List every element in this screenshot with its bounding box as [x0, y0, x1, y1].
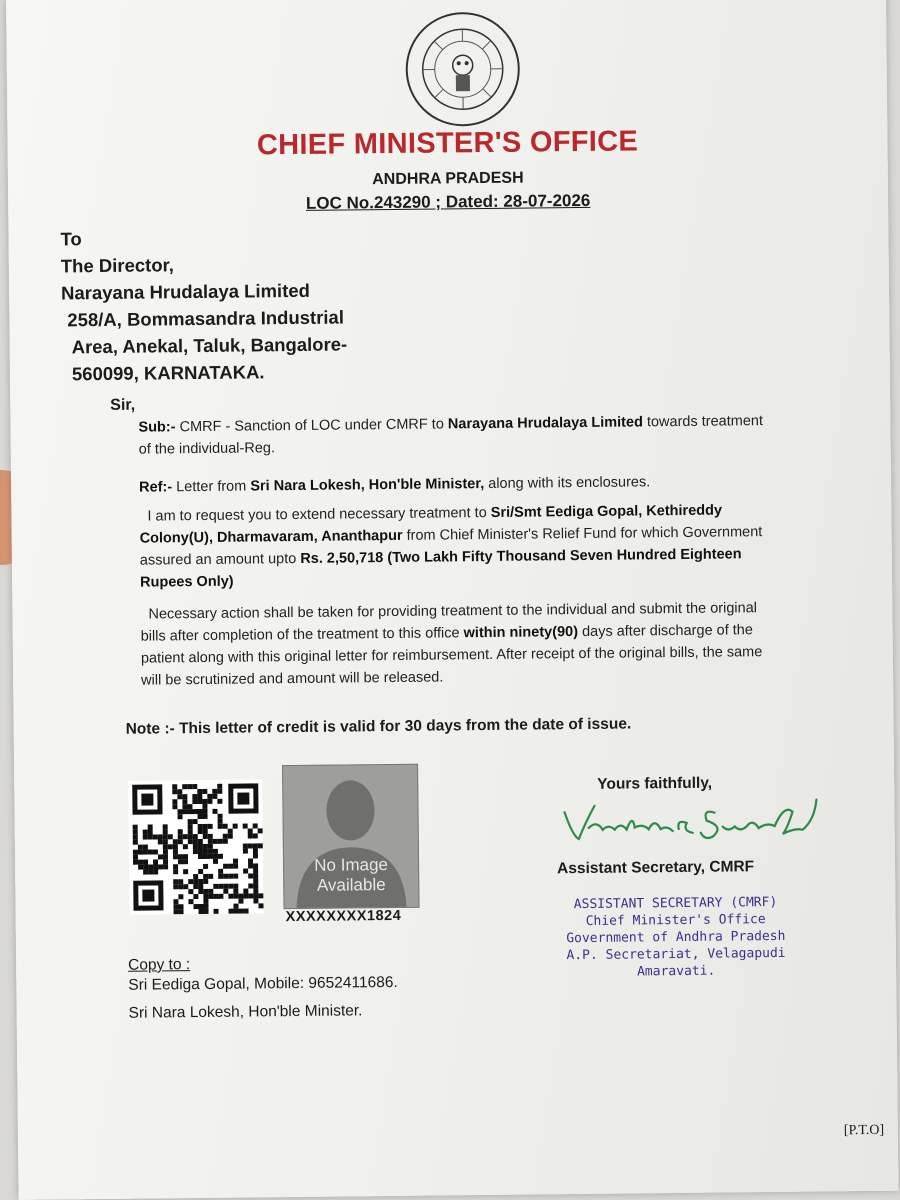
- deadline-text: within ninety(90): [463, 624, 579, 642]
- beneficiary-photo: [282, 764, 420, 909]
- stamp-line: ASSISTANT SECRETARY (CMRF): [573, 894, 778, 913]
- loc-number-date: LOC No.243290 ; Dated: 28-07-2026: [305, 190, 591, 213]
- qr-code-icon: [128, 779, 263, 914]
- ap-state-emblem-icon: [402, 9, 523, 130]
- address-line: 258/A, Bommasandra Industrial: [67, 306, 345, 331]
- masked-id-number: XXXXXXXX1824: [285, 907, 402, 926]
- stamp-line: A.P. Secretariat, Velagapudi: [566, 945, 786, 964]
- recipient-address: [60, 222, 347, 387]
- page-turn-over: [P.T.O]: [843, 1122, 885, 1139]
- reference-text: along with its enclosures.: [484, 474, 651, 493]
- state-name: ANDHRA PRADESH: [372, 169, 524, 189]
- address-line: The Director,: [60, 254, 174, 277]
- subject-paragraph: [138, 410, 778, 461]
- letter-page: [6, 0, 899, 1200]
- subject-hospital: Narayana Hrudalaya Limited: [447, 414, 643, 433]
- subject-label: Sub:-: [138, 419, 176, 436]
- body-text: days after discharge of the patient along with this original letter for reimbursement. After receipt of the original bills, the same will be scrutinized and amount will be released.: [140, 622, 763, 689]
- body-text: I am to request you to extend necessary treatment to: [147, 504, 491, 525]
- address-line: Narayana Hrudalaya Limited: [60, 279, 310, 304]
- stamp-line: Chief Minister's Office: [585, 912, 766, 929]
- reference-label: Ref:-: [139, 479, 173, 496]
- no-image-label: [284, 855, 418, 896]
- subject-text: CMRF - Sanction of LOC under CMRF to: [175, 416, 448, 436]
- no-image-line: Available: [316, 875, 386, 895]
- address-to: To: [60, 228, 82, 250]
- subject-text: towards treatment of the individual-Reg.: [138, 413, 764, 458]
- no-image-line: No Image: [314, 855, 389, 875]
- body-text: Necessary action shall be taken for providing treatment to the individual and submit the original bills after completion of the treatment to this office: [140, 600, 758, 645]
- address-line: Area, Anekal, Taluk, Bangalore-: [71, 333, 348, 358]
- address-line: 560099, KARNATAKA.: [71, 361, 265, 385]
- stamp-line: Amaravati.: [636, 963, 716, 980]
- closing-text: Yours faithfully,: [597, 774, 713, 793]
- signatory-title: Assistant Secretary, CMRF: [557, 858, 755, 878]
- copy-to-item: Sri Nara Lokesh, Hon'ble Minister.: [128, 1002, 363, 1022]
- sanctioned-amount: Rs. 2,50,718 (Two Lakh Fifty Thousand Seven Hundred Eighteen Rupees Only): [140, 546, 742, 591]
- body-text: from Chief Minister's Relief Fund for which Government assured an amount upto: [139, 524, 763, 569]
- reference-minister: Sri Nara Lokesh, Hon'ble Minister,: [250, 476, 485, 495]
- handwritten-signature: [554, 781, 835, 854]
- office-stamp: [555, 894, 796, 982]
- copy-to-label: Copy to :: [128, 956, 191, 974]
- instruction-paragraph: [140, 597, 781, 692]
- request-paragraph: [139, 499, 780, 594]
- stamp-line: Government of Andhra Pradesh: [566, 928, 786, 947]
- beneficiary-details: Sri/Smt Eediga Gopal, Kethireddy Colony(U), Dharmavaram, Ananthapur: [139, 502, 723, 547]
- office-title: CHIEF MINISTER'S OFFICE: [256, 125, 639, 162]
- salutation: Sir,: [110, 396, 136, 414]
- reference-paragraph: [139, 470, 779, 499]
- copy-to-item: Sri Eediga Gopal, Mobile: 9652411686.: [128, 973, 398, 994]
- validity-note: Note :- This letter of credit is valid for 30 days from the date of issue.: [125, 715, 632, 738]
- reference-text: Letter from: [172, 478, 251, 496]
